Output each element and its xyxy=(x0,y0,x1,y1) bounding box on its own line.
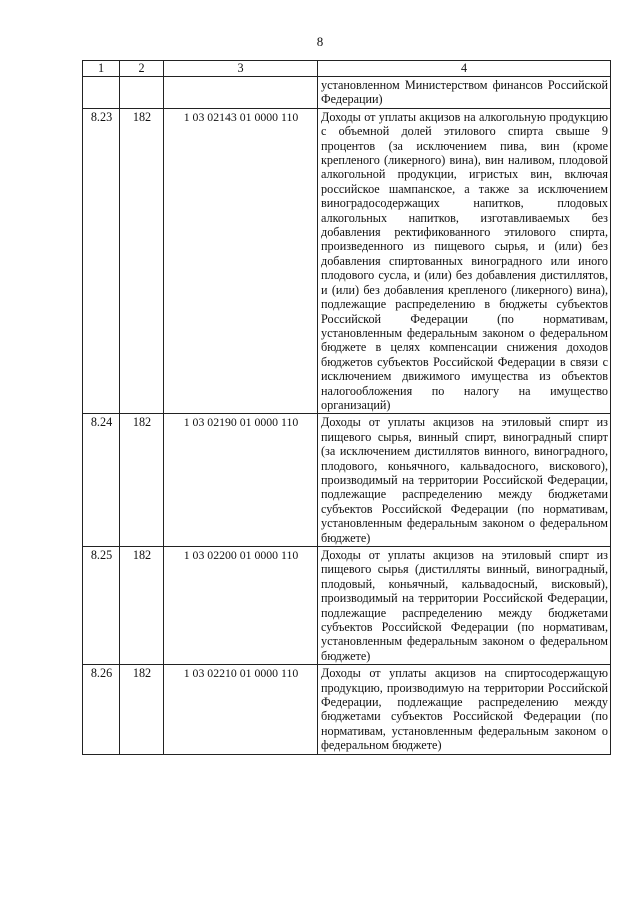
column-header-4: 4 xyxy=(318,61,611,77)
table-row xyxy=(83,665,611,754)
table-row xyxy=(83,414,611,547)
table-row xyxy=(83,547,611,665)
column-header-1: 1 xyxy=(83,61,120,77)
row-number: 8.24 xyxy=(83,414,120,547)
column-header-2: 2 xyxy=(120,61,164,77)
row-number: 8.25 xyxy=(83,547,120,665)
page-number: 8 xyxy=(316,34,324,49)
revenue-description: Доходы от уплаты акцизов на алкогольную продукцию с объемной долей этилового спирта свыше 9 процентов (за исключением пива, вин (кроме крепленого (ликерного) вина), вин наливом, плодовой алкогольной продукции, игристых вин, включая российское шампанское, а также за исключением виноградосодержащих напитков, плодовых алкогольных напитков, изготавливаемых без добавления ректификованного этилового спирта, произведенного из пищевого сырья, и (или) без добавления спиртованных виноградного или иного плодового сусла, и (или) без добавления дистиллятов, и (или) без добавления крепленого (ликерного) вина), подлежащие распределению в бюджеты субъектов Российской Федерации (по нормативам, установленным федеральным законом о федеральном бюджете в целях компенсации снижения доходов бюджетов субъектов Российской Федерации в связи с исключением движимого имущества из объектов налогообложения по налогу на имущество организаций) xyxy=(318,108,611,414)
continuation-row xyxy=(83,77,611,109)
admin-code: 182 xyxy=(120,665,164,754)
admin-code: 182 xyxy=(120,547,164,665)
budget-classification-code: 1 03 02200 01 0000 110 xyxy=(164,547,318,665)
revenue-description: Доходы от уплаты акцизов на этиловый спирт из пищевого сырья, винный спирт, виноградный спирт (за исключением дистиллятов винного, виноградного, плодового, коньячного, кальвадосного, вискового), производимый на территории Российской Федерации, подлежащие распределению между бюджетами субъектов Российской Федерации (по нормативам, установленным федеральным законом о федеральном бюджете) xyxy=(318,414,611,547)
table-row xyxy=(83,108,611,414)
continuation-num-cell xyxy=(83,77,120,109)
continuation-code-cell xyxy=(164,77,318,109)
continuation-text: установленном Министерством финансов Российской Федерации) xyxy=(318,77,611,109)
budget-classification-code: 1 03 02143 01 0000 110 xyxy=(164,108,318,414)
column-header-3: 3 xyxy=(164,61,318,77)
admin-code: 182 xyxy=(120,108,164,414)
budget-classification-code: 1 03 02190 01 0000 110 xyxy=(164,414,318,547)
admin-code: 182 xyxy=(120,414,164,547)
continuation-admin-cell xyxy=(120,77,164,109)
header-row xyxy=(83,61,611,77)
row-number: 8.23 xyxy=(83,108,120,414)
revenue-classification-table xyxy=(82,60,611,755)
row-number: 8.26 xyxy=(83,665,120,754)
revenue-description: Доходы от уплаты акцизов на этиловый спирт из пищевого сырья (дистилляты винный, виноградный, плодовый, коньячный, кальвадосный, висковый), производимый на территории Российской Федерации, подлежащие распределению между бюджетами субъектов Российской Федерации (по нормативам, установленным федеральным законом о федеральном бюджете) xyxy=(318,547,611,665)
revenue-description: Доходы от уплаты акцизов на спиртосодержащую продукцию, производимую на территории Российской Федерации, подлежащие распределению между бюджетами субъектов Российской Федерации (по нормативам, установленным федеральным законом о федеральном бюджете) xyxy=(318,665,611,754)
budget-classification-code: 1 03 02210 01 0000 110 xyxy=(164,665,318,754)
